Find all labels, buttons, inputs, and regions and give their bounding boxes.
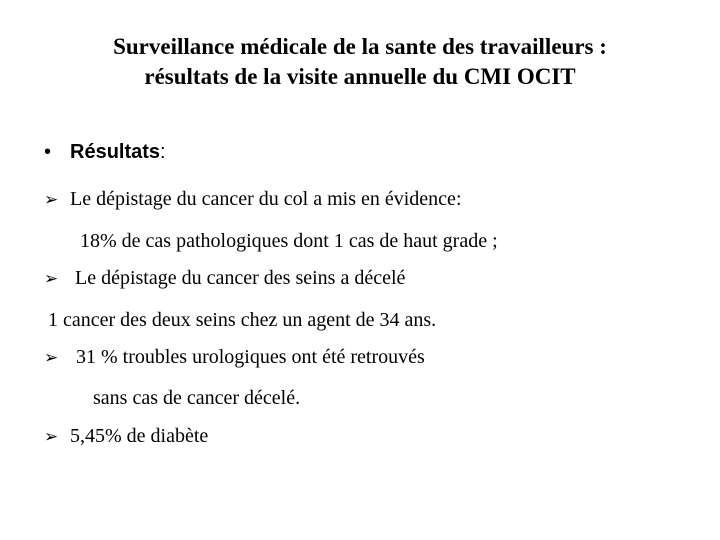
- slide-title-line-1: Surveillance médicale de la sante des travailleurs :: [113, 34, 607, 59]
- list-item-text: 31 % troubles urologiques ont été retrouvés: [76, 346, 425, 368]
- list-item-continuation: sans cas de cancer décelé.: [93, 387, 301, 409]
- arrow-bullet-icon: ➢: [44, 427, 59, 447]
- list-item-text: Le dépistage du cancer du col a mis en évidence:: [70, 188, 462, 210]
- list-item-continuation: 18% de cas pathologiques dont 1 cas de haut grade ;: [80, 230, 498, 252]
- arrow-bullet-icon: ➢: [44, 190, 59, 210]
- list-item-text: 5,45% de diabète: [70, 425, 209, 447]
- arrow-bullet-icon: ➢: [44, 348, 59, 368]
- arrow-bullet-icon: ➢: [44, 269, 59, 289]
- section-heading-colon: :: [160, 141, 166, 163]
- slide-title-line-2: résultats de la visite annuelle du CMI OCIT: [144, 64, 576, 89]
- bullet-dot: •: [44, 141, 52, 163]
- section-heading-label: Résultats: [70, 141, 161, 163]
- list-item-continuation: 1 cancer des deux seins chez un agent de 34 ans.: [48, 309, 437, 331]
- list-item-text: Le dépistage du cancer des seins a décelé: [75, 267, 406, 289]
- section-heading: [44, 141, 166, 164]
